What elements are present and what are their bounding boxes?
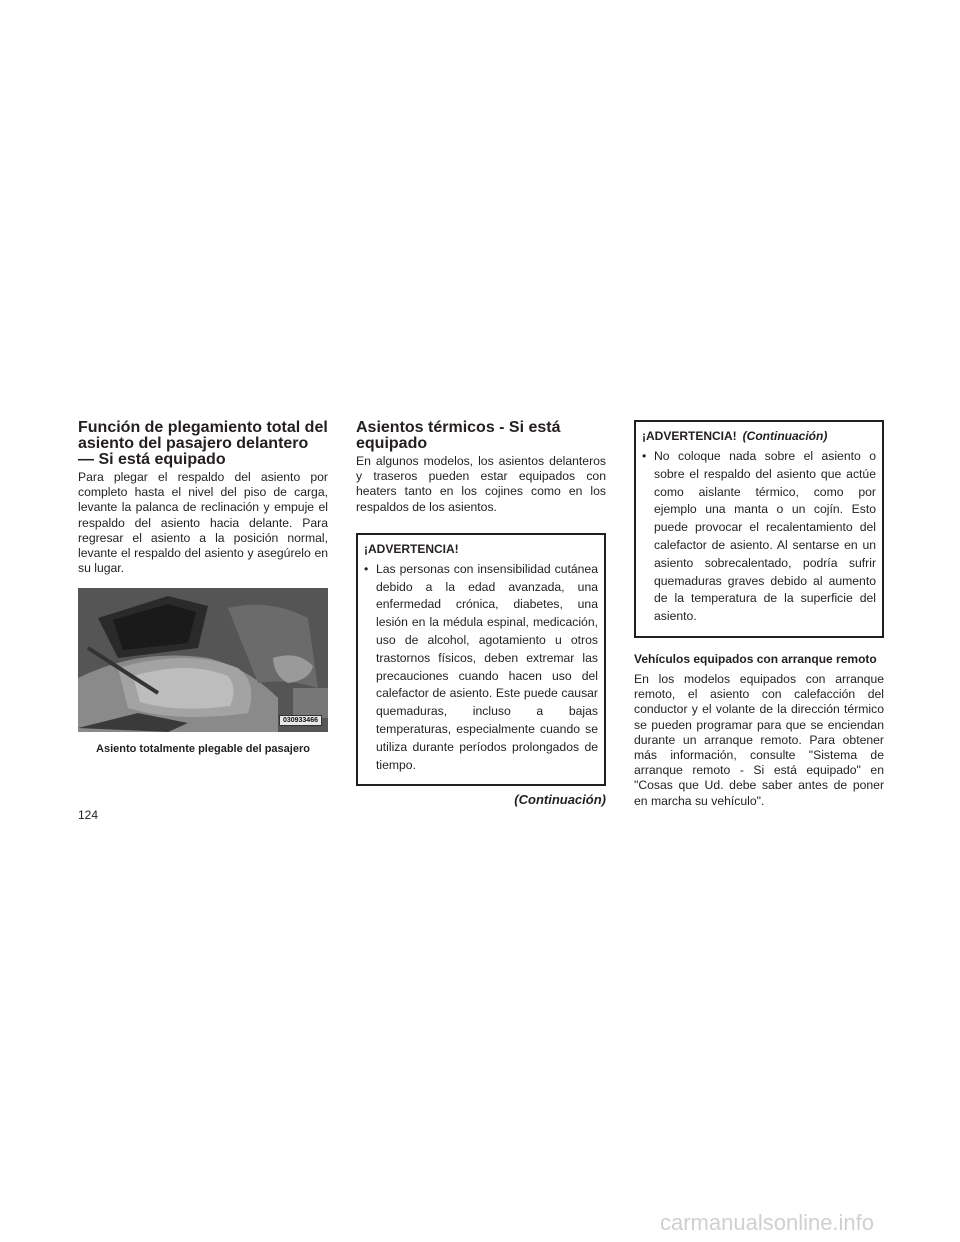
bullet-icon: • — [364, 561, 369, 576]
warning-continued-label: (Continuación) — [742, 429, 828, 443]
photo-reference-code: 030933466 — [279, 715, 322, 726]
warning-bullet-text: Las personas con insensibilidad cutánea debido a la edad avanzada, una enfermedad crónica, diabetes, una lesión en la médula espinal, medicación, uso de alcohol, agotamiento u otros trastornos físicos, deben extremar las precauciones cuando hacen uso del calefactor de asiento. Este puede causar quemaduras, incluso a bajas temperaturas, especialmente cuando se utiliza durante períodos prolongados de tiempo. — [376, 561, 598, 772]
photo-caption: Asiento totalmente plegable del pasajero — [96, 743, 310, 756]
page-number: 124 — [78, 808, 99, 822]
bullet-icon: • — [642, 449, 647, 463]
warning-bullet — [642, 448, 876, 626]
warning-bullet — [364, 561, 598, 775]
folded-seat-photo — [78, 588, 328, 732]
warning-box-continued — [634, 420, 884, 638]
fold-flat-paragraph: Para plegar el respaldo del asiento por completo hasta el nivel del piso de carga, levante la palanca de reclinación y empuje el respaldo del asiento hacia delante. Para regresar el asiento a la posición normal, levante el respaldo del asiento y asegúrelo en su lugar. — [78, 470, 328, 576]
column-right — [634, 420, 884, 809]
warning-title-text: ¡ADVERTENCIA! — [642, 429, 737, 443]
seat-illustration — [78, 588, 328, 732]
warning-box — [356, 533, 606, 787]
watermark: carmanualsonline.info — [660, 1210, 875, 1235]
remote-start-subheading: Vehículos equipados con arranque remoto — [634, 651, 877, 666]
heated-seats-paragraph: En algunos modelos, los asientos delanteros y traseros pueden estar equipados con heaters tanto en los cojines como en los respaldos de los asientos. — [356, 454, 606, 514]
remote-start-paragraph: En los modelos equipados con arranque remoto, el asiento con calefacción del conductor y el volante de la dirección térmico se pueden programar para que se enciendan durante un arranque remoto. Para obtener más información, consulte "Sistema de arranque remoto - Si está equipado" en "Cosas que Ud. debe saber antes de poner en marcha su vehículo". — [634, 671, 884, 808]
section-heading-fold-flat: Función de plegamiento total del asiento del pasajero delantero — Si está equipado — [78, 419, 328, 468]
column-middle — [356, 420, 606, 807]
column-left — [78, 420, 328, 755]
continued-label: (Continuación) — [514, 792, 606, 808]
warning-bullet-text: No coloque nada sobre el asiento o sobre el respaldo del asiento que actúe como aislante térmico, como por ejemplo una manta o un cojín. Esto puede provocar el recalentamiento del calefactor de asiento. Al sentarse en un asiento sobrecalentado, podría sufrir quemaduras graves debido al aumento de la temperatura de la superficie del asiento. — [654, 449, 876, 624]
warning-title-continued — [642, 428, 876, 444]
warning-title: ¡ADVERTENCIA! — [364, 541, 459, 556]
section-heading-heated-seats: Asientos térmicos - Si está equipado — [356, 419, 561, 452]
